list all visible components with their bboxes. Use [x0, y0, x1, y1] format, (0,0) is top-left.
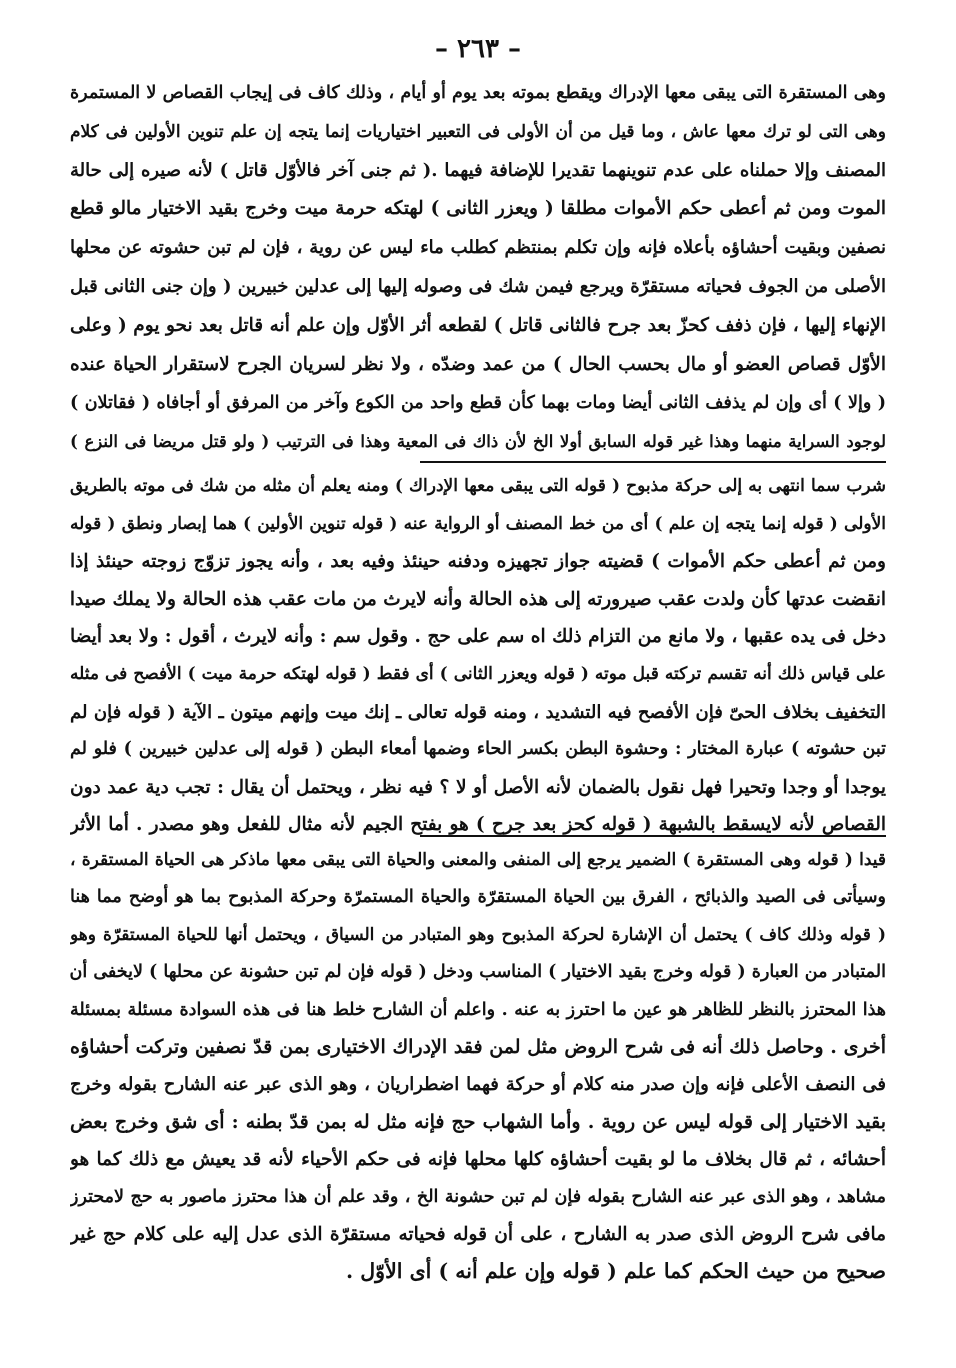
commentary-line: القصاص لأنه لايسقط بالشبهة ( قوله كحز بعد جرح ) هو بفتح الجيم لأنه مثال للفعل وهو مصدر . أما الأثر: [70, 814, 886, 836]
commentary-line: وسيأتى فى الصيد والذبائح ، الفرق بين الحياة المستقرّة والحياة المستمرّة وحركة المذبوح بما هو أوضح مما هنا: [70, 887, 886, 908]
main-line: الموت ومن ثم أعطى حكم الأموات مطلقا ( ويعزر الثانى ) لهتكه حرمة ميت وخرج بقيد الاختيار مالو قطع: [70, 198, 886, 220]
main-line: وهى التى لو ترك معها عاش ، وما قيل من أن الأولى فى التعبير اختياريات إنما يتجه إن علم تنوين الأولين فى كلام: [70, 121, 886, 142]
main-line: نصفين وبقيت أحشاؤه بأعلاه فإنه وإن تكلم بمنتظم كطلب ماء ليس عن روية ، فإن لم تبن حشوته عن محلها: [70, 237, 886, 259]
commentary-line: مشاهد ، وهو الذى عبر عنه الشارح بقوله فإن لم تبن حشونة الخ ، وقد علم أن هذا محترز ماصور به حج لامحترز: [70, 1186, 886, 1207]
main-text: [70, 74, 886, 462]
commentary-line: انقضت عدتها كأن ولدت عقب صيرورته إلى هذه الحالة وأنه لايرث من مات عقب هذه الحالة ولا يملك صيدا: [70, 588, 886, 610]
commentary-second: [70, 842, 886, 1291]
commentary-line: أخرى . وحاصل ذلك أنه فى شرح الروض مثل لمن فقد الإدراك الاختيارى بمن قدّ نصفين وتركت أحشاؤه: [70, 1035, 886, 1058]
commentary-line: قيدا ( قوله وهى المستقرة ) الضمير يرجع إلى المنفى والمعنى والحياة التى يبقى معها ماذكر هى الحياة المستقرة ،: [70, 850, 886, 870]
commentary-divider: [420, 461, 886, 463]
main-line: الإنهاء إليها ، فإن ذفف كحزّ بعد جرح فالثانى قاتل ) لقطعه أثر الأوّل وإن علم أنه قاتل بعد نحو يوم ( وعلى: [70, 314, 886, 336]
commentary-first: [70, 468, 886, 844]
commentary-line: ( قوله وذلك كاف ) يحتمل أن الإشارة لحركة المذبوح وهو المتبادر من السياق ، ويحتمل أنها للحياة المستقرّة وهو: [70, 924, 886, 945]
commentary-line: الأولى ( قوله إنما يتجه إن علم ) أى من خط المصنف أو الرواية عنه ( قوله تنوين الأولين ) هما إبصار ونطق ( قوله: [70, 513, 886, 534]
commentary-line: ومن ثم أعطى حكم الأموات ) قضيته جواز تجهيزه ودفنه حينئذ وفيه بعد ، وأنه يجوز تزوّج زوجته حينئذ إذا: [70, 551, 886, 573]
commentary-line: شرب سما انتهى به إلى حركة مذبوح ( قوله التى يبقى معها الإدراك ) ومنه يعلم أن مثله من شك فى موته بالطريق: [70, 476, 886, 496]
commentary-line: مافى شرح الروض الذى صدر به الشارح ، على أن قوله فحياته مستقرّة الذى عدل إليه على كلام حج غير: [70, 1223, 886, 1245]
commentary-line: التخفيف بخلاف الحىّ فإن الأفصح فيه التشديد ، ومنه قوله تعالى ـ إنك ميت وإنهم ميتون ـ الآية ( قوله فإن لم: [70, 701, 886, 723]
commentary-line: تبن حشوته ) عبارة المختار : وحشوة البطن بكسر الحاء وضمها أمعاء البطن ( قوله إلى عدلين خبيرين ) فلو لم: [70, 739, 886, 760]
commentary-line: بقيد الاختيار إلى قوله ليس عن روية . وأما الشهاب حج فإنه مثل له بمن قدّ بطنه : أى شق وخرج بعض: [70, 1110, 886, 1133]
commentary-line: فى النصف الأعلى فإنه وإن صدر منه كلام أو حركة فهما اضطراريان ، وهو الذى عبر عنه الشارح بقوله وخرج: [70, 1074, 886, 1096]
commentary-line: على قياس ذلك أنه تقسم تركته قبل موته ( قوله ويعزر الثانى ) أى فقط ( قوله لهتكه حرمة ميت ) الأفصح فى مثله: [70, 663, 886, 684]
main-line: وهى المستقرة التى يبقى معها الإدراك ويقطع بموته بعد يوم أو أيام ، وذلك كاف فى إيجاب القصاص لا المستمرة: [70, 83, 886, 103]
commentary-line: صحيح من حيث الحكم كما علم ( قوله وإن علم أنه ) أى الأوّل .: [346, 1259, 886, 1284]
main-line: ( وإلا ) أى وإن لم يذفف الثانى أيضا ومات بهما كأن قطع واحد من الكوع وآخر من المرفق أو أجافاه ( فقاتلان ): [70, 393, 886, 414]
commentary-line: المتبادر من العبارة ( قوله وخرج بقيد الاختيار ) المناسب ودخل ( قوله فإن لم تبن حشونة عن محلها ) لايخفى أن: [70, 962, 886, 983]
commentary-line: هذا المحترز بالنظر للظاهر هو عين ما احترز به عنه . واعلم أن الشارح خلط هنا فى هذه السوادة مسئلة بمسئلة: [70, 999, 886, 1020]
main-line: الأصلى من الجوف فحياته مستقرّة ويرجع فيمن شك فى وصوله إليها إلى عدلين خبيرين ( وإن جنى الثانى قبل: [70, 275, 886, 297]
commentary-divider: [420, 835, 886, 837]
main-line: لوجود السراية منهما وهذا غير قوله السابق أولا الخ لأن ذاك فى المعية وهذا فى الترتيب ( ولو قتل مريضا فى النزع ): [70, 432, 886, 452]
commentary-line: يوجدا أو وجدا وتحيرا فهل نقول بالضمان لأنه الأصل أو لا ؟ فيه نظر ، ويحتمل أن يقال : تجب دية عمد دون: [70, 776, 886, 798]
page-number: – ٢٦٣ –: [434, 34, 522, 64]
main-line: المصنف وإلا حملناه على عدم تنوينهما تقديرا للإضافة فيهما .( ثم جنى آخر فالأوّل قاتل ) لأنه صيره إلى حالة: [70, 159, 886, 181]
main-line: الأوّل قصاص العضو أو مال بحسب الحال ) من عمد وضدّه ، ولا نظر لسريان الجرح لاستقرار الحياة عنده: [70, 353, 886, 375]
commentary-line: أحشائه ، ثم قال بخلاف ما لو بقيت أحشاؤه كلها محلها فإنه فى حكم الأحياء لأنه قد يعيش مع ذلك كما هو: [70, 1149, 886, 1171]
commentary-line: دخل فى يده عقبها ، ولا مانع من التزام ذلك اه سم على حج . وقول سم : وأنه لايرث ، أقول : ولا بعد أيضا: [70, 626, 886, 648]
